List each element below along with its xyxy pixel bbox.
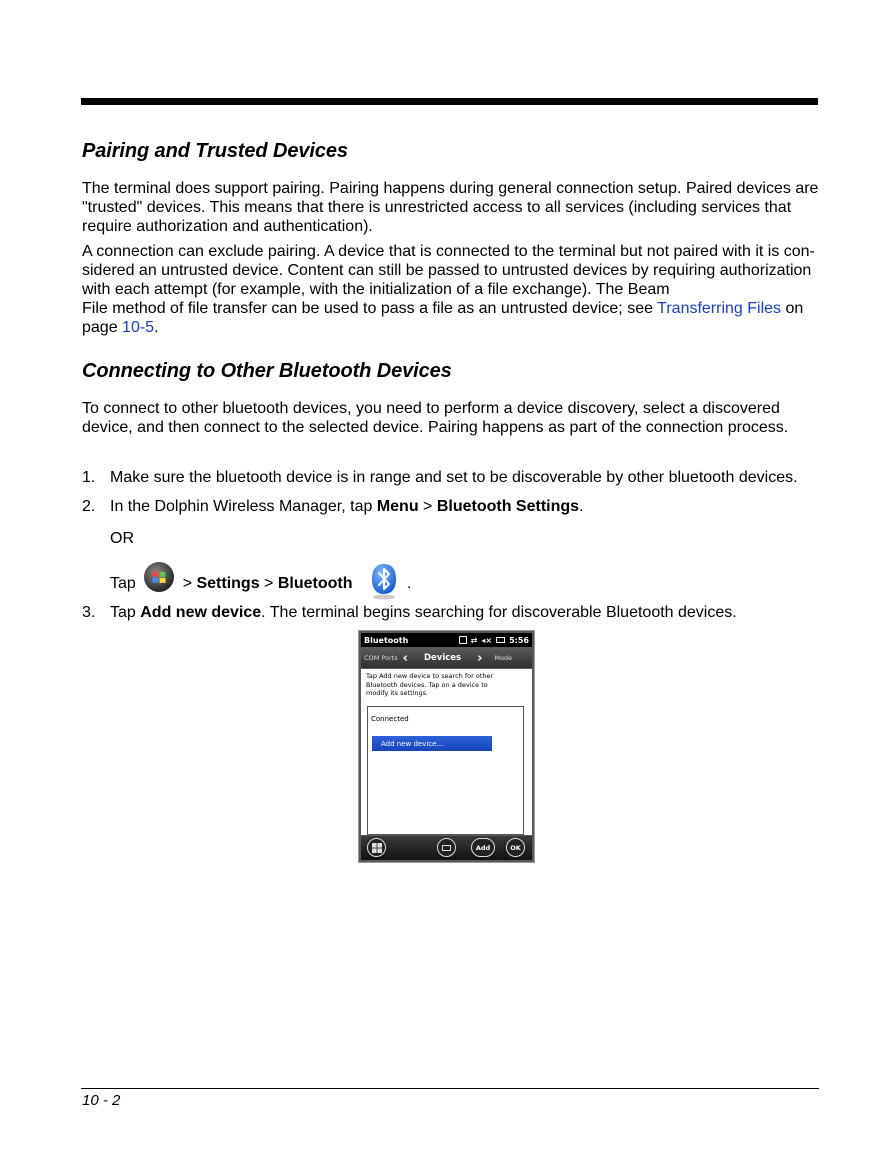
paragraph-connect-intro <box>82 399 822 437</box>
volume-icon: ◂× <box>481 635 493 645</box>
text-line: "trusted" devices. This means that there is unrestricted access to all services (including services that <box>82 199 792 216</box>
separator: > <box>259 575 278 592</box>
paragraph-untrusted <box>82 242 822 337</box>
clock-time: 5:56 <box>509 635 529 645</box>
device-list[interactable] <box>367 706 524 835</box>
text-run: . <box>406 575 412 592</box>
settings-label: Settings <box>196 575 260 592</box>
menu-label: Menu <box>376 498 419 515</box>
help-line: Bluetooth devices. Tap on a device to <box>366 680 488 689</box>
nav-bar <box>361 648 532 668</box>
device-title: Bluetooth <box>364 635 409 645</box>
text-run: Tap <box>110 575 136 592</box>
paragraph-pairing <box>82 179 822 236</box>
text-line <box>82 299 822 318</box>
separator: > <box>178 575 197 592</box>
step-1-text: Make sure the bluetooth device is in range and set to be discoverable by other bluetooth devices. <box>110 469 798 486</box>
text-run: In the Dolphin Wireless Manager, tap <box>110 498 377 515</box>
text-run: page <box>82 319 123 336</box>
separator: > <box>418 498 437 515</box>
bottom-bar <box>361 836 532 860</box>
windows-start-icon <box>144 562 174 592</box>
step-2-text <box>110 497 584 516</box>
text-run: . <box>154 319 159 336</box>
help-line: Tap Add new device to search for other <box>366 672 494 680</box>
bluetooth-label: Bluetooth <box>277 575 353 592</box>
group-connected: Connected <box>371 715 409 723</box>
add-button[interactable]: Add <box>471 838 495 857</box>
chevron-right-icon[interactable]: › <box>477 650 483 666</box>
text-line: require authorization and authentication). <box>82 218 373 235</box>
chevron-left-icon[interactable]: ‹ <box>402 650 408 666</box>
bluetooth-icon <box>369 562 399 600</box>
add-new-device-item[interactable]: Add new device... <box>372 736 492 751</box>
keyboard-lock-icon <box>459 636 467 644</box>
top-rule <box>81 98 818 105</box>
start-button[interactable] <box>367 838 386 857</box>
ok-button[interactable]: OK <box>506 838 525 857</box>
tab-devices[interactable]: Devices <box>423 653 462 663</box>
bluetooth-settings-label: Bluetooth Settings <box>436 498 580 515</box>
sync-arrows-icon: ⇄ <box>470 635 478 645</box>
tab-com-ports[interactable]: COM Ports <box>364 654 398 662</box>
text-line <box>82 318 822 337</box>
page-number: 10 - 2 <box>82 1092 121 1109</box>
text-line: sidered an untrusted device. Content can still be passed to untrusted devices by requiring authorization <box>82 262 812 279</box>
heading-connecting: Connecting to Other Bluetooth Devices <box>82 360 452 382</box>
device-content <box>361 669 532 835</box>
add-new-device-label: Add new device <box>140 604 262 621</box>
step-number: 3. <box>82 604 96 621</box>
or-text: OR <box>110 530 134 547</box>
heading-pairing: Pairing and Trusted Devices <box>82 140 348 162</box>
text-run: . <box>579 498 584 515</box>
step-number: 2. <box>82 498 96 515</box>
text-line: A connection can exclude pairing. A device that is connected to the terminal but not paired with it is con- <box>82 243 815 260</box>
text-line: To connect to other bluetooth devices, you need to perform a device discovery, select a discovered <box>82 400 780 417</box>
text-line: The terminal does support pairing. Pairing happens during general connection setup. Paired devices are <box>82 180 819 197</box>
battery-icon <box>496 637 505 643</box>
help-line: modify its settings. <box>366 689 429 697</box>
keyboard-button[interactable] <box>437 838 456 857</box>
help-text <box>366 672 516 698</box>
text-line: with each attempt (for example, with the initialization of a file exchange). The Beam <box>82 281 670 298</box>
step-3-text <box>110 603 737 622</box>
link-transferring-files[interactable]: Transferring Files <box>657 300 782 317</box>
text-run: Tap <box>110 604 141 621</box>
status-bar <box>361 633 532 647</box>
footer-rule <box>81 1088 819 1089</box>
windows-flag-icon <box>372 843 382 853</box>
link-page-10-5[interactable]: 10-5 <box>122 319 155 336</box>
text-run: . The terminal begins searching for discoverable Bluetooth devices. <box>261 604 737 621</box>
tab-mode[interactable]: Mode <box>494 654 513 662</box>
text-run: File method of file transfer can be used to pass a file as an untrusted device; see <box>82 300 658 317</box>
text-run: on <box>781 300 804 317</box>
tap-instruction <box>110 562 411 600</box>
step-number: 1. <box>82 469 96 486</box>
device-screenshot <box>358 630 535 863</box>
keyboard-icon <box>442 845 451 851</box>
text-line: device, and then connect to the selected device. Pairing happens as part of the connection process. <box>82 419 789 436</box>
